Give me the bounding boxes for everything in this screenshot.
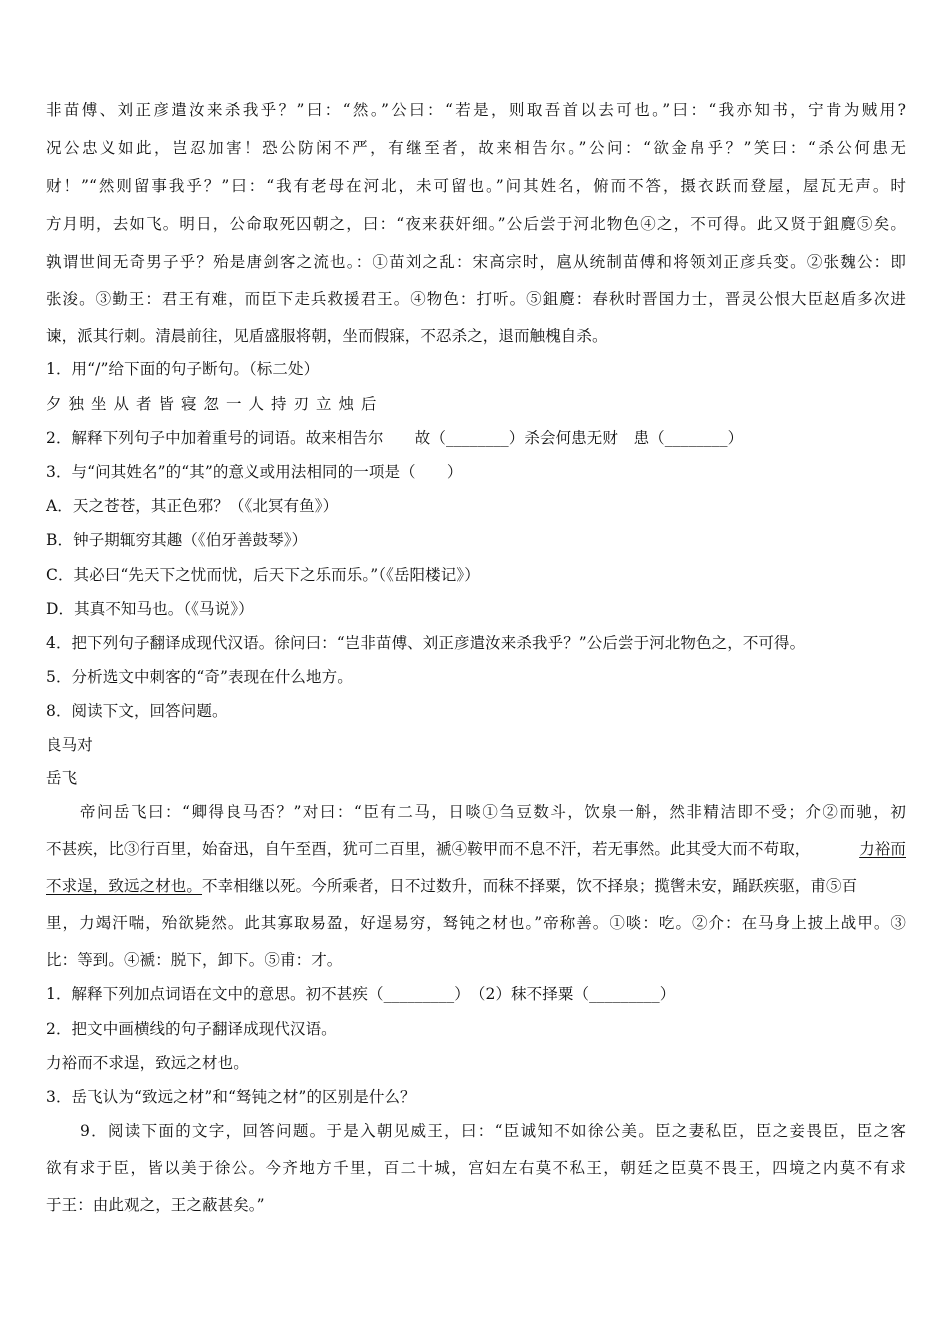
question-5: 5．分析选文中刺客的“奇”表现在什么地方。 xyxy=(46,668,353,686)
underlined-sentence-part: 不求逞，致远之材也。 xyxy=(46,877,203,895)
underlined-sentence-part: 力裕而 xyxy=(859,840,906,858)
text-line: 非苗傅、刘正彦遣汝来杀我乎？”曰：“然。”公曰：“若是，则取吾首以去可也。”曰：“我亦知书，宁肯为贼用? xyxy=(46,101,906,119)
text-line: 谏，派其行刺。清晨前往，见盾盛服将朝，坐而假寐，不忍杀之，退而触槐自杀。 xyxy=(46,327,608,345)
translation-sentence: 力裕而不求逞，致远之材也。 xyxy=(46,1054,249,1072)
option-c: C．其必曰“先天下之忧而忧，后天下之乐而乐。”（《岳阳楼记》） xyxy=(46,566,480,584)
option-a: A．天之苍苍，其正色邪？（《北冥有鱼》） xyxy=(46,497,339,515)
text-line: 财！”“然则留事我乎？”曰：“我有老母在河北，未可留也。”问其姓名，俯而不答，摄衣跃而登屋，屋瓦无声。时 xyxy=(46,177,906,195)
text-line-with-underline xyxy=(46,839,906,859)
section-8-heading: 8．阅读下文，回答问题。 xyxy=(46,702,228,720)
text-segment: 不甚疾，比③行百里，始奋迅，自午至酉，犹可二百里，褫④鞍甲而不息不汗，若无事然。此其受大而不苟取， xyxy=(46,840,811,858)
passage-author: 岳飞 xyxy=(46,769,78,787)
section-9-text: 9．阅读下面的文字，回答问题。于是入朝见威王，曰：“臣诚知不如徐公美。臣之妻私臣，臣之妾畏臣，臣之客 xyxy=(80,1122,906,1140)
question-1: 1．用“/”给下面的句子断句。（标二处） xyxy=(46,360,320,378)
option-b: B．钟子期辄穷其趣（《伯牙善鼓琴》） xyxy=(46,531,308,549)
option-d: D．其真不知马也。（《马说》） xyxy=(46,600,254,618)
text-line: 于王：由此观之，王之蔽甚矣。” xyxy=(46,1196,265,1214)
text-line: 里，力竭汗喘，殆欲毙然。此其寡取易盈，好逞易穷，驽钝之材也。”帝称善。①啖：吃。②介：在马身上披上战甲。③ xyxy=(46,914,906,932)
text-line: 张浚。③勤王：君王有难，而臣下走兵救援君王。④物色：打听。⑤鉏麑：春秋时晋国力士，晋灵公恨大臣赵盾多次进 xyxy=(46,290,906,308)
text-line-with-underline xyxy=(46,876,857,896)
sub-question-2: 2．把文中画横线的句子翻译成现代汉语。 xyxy=(46,1020,337,1038)
sub-question-1: 1．解释下列加点词语在文中的意思。初不甚疾（_________） （2）秣不择粟（_________） xyxy=(46,985,676,1003)
question-2: 2．解释下列句子中加着重号的词语。故来相告尔 故（________）杀会何患无财 患（________） xyxy=(46,429,744,447)
text-segment: 不幸相继以死。今所乘者，日不过数升，而秣不择粟，饮不择泉；揽辔未安，踊跃疾驱，甫⑤百 xyxy=(202,877,858,895)
text-line: 比：等到。④褫：脱下，卸下。⑤甫：才。 xyxy=(46,951,343,969)
question-4: 4．把下列句子翻译成现代汉语。徐问曰：“岂非苗傅、刘正彦遣汝来杀我乎？”公后尝于河北物色之，不可得。 xyxy=(46,634,806,652)
text-line: 孰谓世间无奇男子乎？殆是唐剑客之流也。：①苗刘之乱：宋高宗时，扈从统制苗傅和将领刘正彦兵变。②张魏公：即 xyxy=(46,253,906,271)
sub-question-3: 3．岳飞认为“致远之材”和“驽钝之材”的区别是什么？ xyxy=(46,1088,416,1106)
text-line: 况公忠义如此，岂忍加害！恐公防闲不严，有继至者，故来相告尔。”公问：“欲金帛乎？”笑曰：“杀公何患无 xyxy=(46,139,906,157)
text-line: 方月明，去如飞。明日，公命取死囚朝之，曰：“夜来获奸细。”公后尝于河北物色④之，不可得。此又贤于鉏麑⑤矣。 xyxy=(46,215,906,233)
punctuation-sentence: 夕独坐从者皆寝忽一人持刃立烛后 xyxy=(46,395,384,413)
text-line: 帝问岳飞曰：“卿得良马否？”对曰：“臣有二马，日啖①刍豆数斗，饮泉一斛，然非精洁即不受；介②而驰，初 xyxy=(80,803,906,821)
question-3: 3．与“问其姓名”的“其”的意义或用法相同的一项是（ ） xyxy=(46,463,463,481)
passage-title: 良马对 xyxy=(46,736,93,754)
text-line: 欲有求于臣，皆以美于徐公。今齐地方千里，百二十城，宫妇左右莫不私王，朝廷之臣莫不畏王，四境之内莫不有求 xyxy=(46,1159,906,1177)
